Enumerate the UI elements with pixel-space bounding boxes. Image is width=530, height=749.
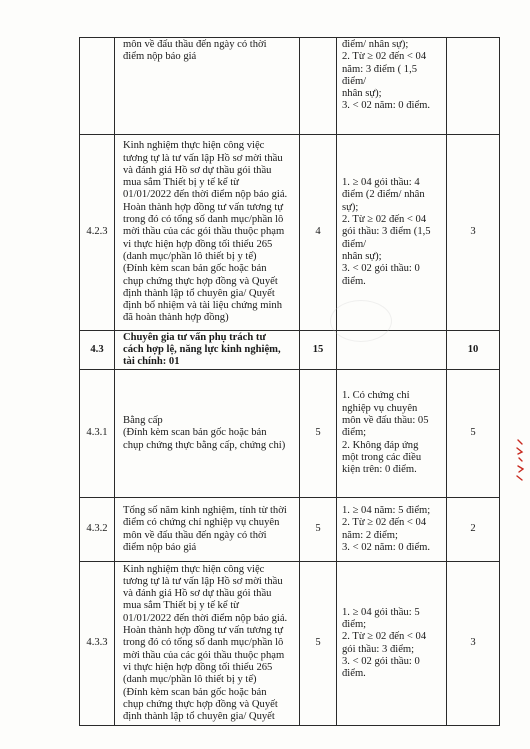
requirement-line: Tổng số năm kinh nghiệm, tính từ thời [123,504,287,516]
awarded-score-cell [447,331,500,370]
criteria-cell [337,370,447,498]
max-score-cell [300,331,337,370]
requirement-line: chụp chứng thực bằng cấp, chứng chỉ) [123,439,286,451]
requirement-line: mời thầu của các gói thầu thuộc phạm [123,649,285,661]
criteria-line: điểm; [342,427,367,439]
requirement-line: Hoàn thành hợp đồng tư vấn tương tự [123,201,283,213]
criteria-line: năm: 3 điểm ( 1,5 [342,63,418,75]
item-number: 4.3 [90,343,104,355]
requirement-cell [115,562,300,726]
table-row [80,38,500,135]
item-number-cell [80,135,115,331]
requirement-line: điểm nộp báo giá [123,51,197,63]
item-number-cell [80,331,115,370]
requirement-line: (Đính kèm scan bản gốc hoặc bản [123,263,267,275]
max-score-cell [300,38,337,135]
requirement-line: chụp chứng thực hợp đồng và Quyết [123,698,278,710]
criteria-cell [337,562,447,726]
criteria-line: điểm; [342,618,367,630]
criteria-line: điểm/ [342,238,367,250]
awarded-score: 2 [470,523,476,535]
requirement-cell [115,331,300,370]
requirement-line: và đánh giá Hồ sơ dự thầu gói thầu [123,164,272,176]
criteria-line: 2. Từ ≥ 02 đến < 04 [342,51,427,63]
criteria-cell [337,498,447,562]
requirement-line: môn về đấu thầu đến ngày có thời [123,529,267,541]
criteria-line: điểm. [342,668,366,680]
criteria-line: 3. < 02 năm: 0 điểm. [342,541,431,553]
requirement-line: chụp chứng thực hợp đồng và Quyết [123,275,278,287]
criteria-line: một trong các điều [342,451,422,463]
faint-stamp [330,300,392,342]
requirement-line: tương tự là tư vấn lập Hồ sơ mời thầu [123,152,283,164]
max-score: 5 [315,523,321,535]
requirement-cell [115,498,300,562]
awarded-score-cell [447,562,500,726]
criteria-line: nhân sự); [342,88,382,100]
criteria-line: môn về đấu thầu: 05 [342,415,429,427]
requirement-line: (Đính kèm scan bản gốc hoặc bản [123,427,267,439]
criteria-line: 1. Có chứng chỉ [342,390,410,402]
max-score-cell [300,498,337,562]
requirement-line: Chuyên gia tư vấn phụ trách tư [123,331,266,343]
criteria-line: 3. < 02 gói thầu: 0 [342,655,420,667]
awarded-score-cell [447,370,500,498]
requirement-line: 01/01/2022 đến thời điểm nộp báo giá. [123,189,288,201]
requirement-cell [115,370,300,498]
max-score: 5 [315,427,321,439]
criteria-line: điểm (2 điểm/ nhân [342,189,425,201]
awarded-score: 10 [467,343,479,355]
awarded-score-cell [447,498,500,562]
requirement-cell [115,135,300,331]
item-number: 4.3.1 [86,427,108,439]
requirement-line: định thành lập tổ chuyên gia/ Quyết [123,711,275,723]
requirement-line: tài chính: 01 [123,356,180,368]
item-number-cell [80,38,115,135]
max-score: 4 [315,226,321,238]
item-number-cell [80,370,115,498]
requirement-line: Kinh nghiệm thực hiện công việc [123,563,265,575]
requirement-line: tương tự là tư vấn lập Hồ sơ mời thầu [123,575,283,587]
criteria-line: 3. < 02 gói thầu: 0 [342,263,420,275]
awarded-score-cell [447,135,500,331]
requirement-line: mua sắm Thiết bị y tế kể từ [123,600,239,612]
item-number-cell [80,562,115,726]
table-row [80,331,500,370]
item-number: 4.2.3 [86,226,108,238]
criteria-line: 2. Từ ≥ 02 đến < 04 [342,214,427,226]
criteria-cell [337,38,447,135]
requirement-line: Hoàn thành hợp đồng tư vấn tương tự [123,625,283,637]
requirement-line: mời thầu của các gói thầu thuộc phạm [123,226,285,238]
criteria-line: nhân sự); [342,250,382,262]
criteria-line: 1. ≥ 04 năm: 5 điểm; [342,504,431,516]
requirement-line: định thành lập tổ chuyên gia/ Quyết [123,287,275,299]
requirement-cell [115,38,300,135]
requirement-line: định bổ nhiệm và tài liệu chứng minh [123,300,283,312]
criteria-line: 1. ≥ 04 gói thầu: 5 [342,606,420,618]
item-number: 4.3.2 [86,523,108,535]
max-score-cell [300,370,337,498]
requirement-line: (danh mục/phần lô thiết bị y tế) [123,250,257,262]
max-score: 15 [312,343,324,355]
awarded-score: 5 [470,427,476,439]
requirement-line: môn về đấu thầu đến ngày có thời [123,39,267,50]
requirement-line: (danh mục/phần lô thiết bị y tế) [123,674,257,686]
requirement-line: 01/01/2022 đến thời điểm nộp báo giá. [123,612,288,624]
requirement-line: Bằng cấp [123,415,163,427]
requirement-line: điểm có chứng chỉ nghiệp vụ chuyên [123,517,280,529]
criteria-line: 2. Từ ≥ 02 đến < 04 [342,631,427,643]
scoring-table [79,37,500,726]
criteria-line: năm: 2 điểm; [342,529,398,541]
table-row [80,370,500,498]
requirement-line: trong đó có tổng số danh mục/phần lô [123,214,284,226]
criteria-line: điểm/ nhân sự); [342,39,409,50]
criteria-line: gói thầu: 3 điểm (1,5 [342,226,431,238]
max-score-cell [300,562,337,726]
criteria-line: nghiệp vụ chuyên [342,402,418,414]
criteria-line: 2. Từ ≥ 02 đến < 04 [342,517,427,529]
criteria-line: 3. < 02 năm: 0 điểm. [342,100,431,112]
requirement-line: (Đính kèm scan bản gốc hoặc bản [123,686,267,698]
requirement-line: và đánh giá Hồ sơ dự thầu gói thầu [123,588,272,600]
requirement-line: mua sắm Thiết bị y tế kể từ [123,177,239,189]
criteria-line: 1. ≥ 04 gói thầu: 4 [342,177,420,189]
requirement-line: cách hợp lệ, năng lực kinh nghiệm, [123,343,281,355]
criteria-line: điểm. [342,275,366,287]
table-row [80,498,500,562]
table-row [80,135,500,331]
awarded-score-cell [447,38,500,135]
criteria-line: sự); [342,201,359,213]
requirement-line: điểm nộp báo giá [123,541,197,553]
table-row [80,562,500,726]
item-number-cell [80,498,115,562]
criteria-line: điểm/ [342,75,367,87]
criteria-line: 2. Không đáp ứng [342,439,419,451]
max-score: 5 [315,637,321,649]
item-number: 4.3.3 [86,637,108,649]
requirement-line: đã hoàn thành hợp đồng) [123,312,229,324]
red-signature-mark [516,438,524,484]
awarded-score: 3 [470,637,476,649]
awarded-score: 3 [470,226,476,238]
requirement-line: Kinh nghiệm thực hiện công việc [123,140,265,152]
requirement-line: vi thực hiện hợp đồng tối thiểu 265 [123,238,273,250]
requirement-line: vi thực hiện hợp đồng tối thiểu 265 [123,661,273,673]
criteria-line: gói thầu: 3 điểm; [342,643,415,655]
criteria-line: kiện trên: 0 điểm. [342,464,417,476]
max-score-cell [300,135,337,331]
requirement-line: trong đó có tổng số danh mục/phần lô [123,637,284,649]
